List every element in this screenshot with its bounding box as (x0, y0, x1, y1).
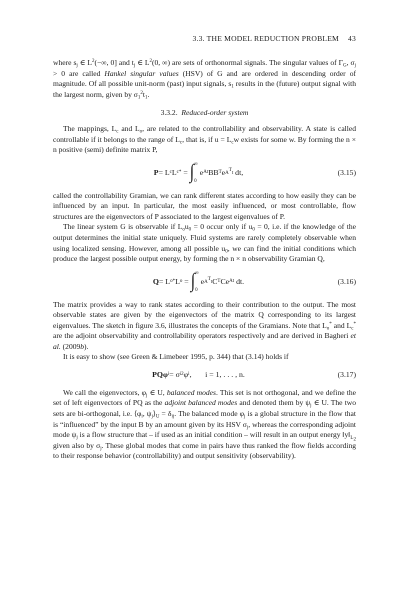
paragraph-balanced-modes: We call the eigenvectors, $\varphi_j$ ∈ U, balanced modes. This set is not orthogonal, and we define the set of left eigenvectors of PQ as the adjoint balanced modes and denoted them by $\psi_j$ ∈ U. The two sets are bi-orthogonal, i.e. $⟨\varphi_i$, $\psi_j⟩_U = \delta_{ij}$. The balanced mode $\varphi_j$ is a global structure in the flow that is “influenced” by the input B by an amount given by its HSV $\sigma_j$, whereas the corresponding adjoint mode $\psi_j$ is a flow structure that – if used as an initial condition – will result in an output energy $‖y‖_{L_2}$ given also by $\sigma_j$. These global modes that come in pairs have thus ranked the flow fields according to their response behavior (controllability) and output sensitivity (observability). (53, 387, 357, 461)
equation-3-17: PQφ i = σ i 2 φ i , i = 1, . . . , n. (3.17) (152, 370, 356, 380)
equation-3-15: P = L c L c * = ∫ ∞ 0 e At BB T e $A^Tt$ dt, (3.15) (153, 161, 356, 184)
running-header (53, 34, 356, 43)
paragraph-controllability: The mappings, $L_c$ and $L_o$, are related to the controllability and observability. A state is called controllable if it belongs to the range of $L_c$, that is, if $u = L_cw$ exists for some w. By forming the n × n positive (semi) definite matrix P, (53, 124, 356, 155)
paragraph-gramian: called the controllability Gramian, we can rank different states according to how easily they can be influenced by an input. In particular, the most easily influenced, or most controllable, flow structures are the eigenvectors of P associated to the largest eigenvalues of P. (53, 190, 356, 221)
paragraph-observable-states: The matrix provides a way to rank states according to their contribution to the output. The most observable states are given by the eigenvectors of the matrix Q corresponding to its largest eigenvalues. The sketch in figure 3.6, illustrates the concepts of the Gramians. Note that $L_o^*$ and $L_c^*$ are the adjoint observability and controllability operators respectively and are derived in Bagheri et al. (2009b). (53, 299, 357, 351)
paragraph-singular-values: where $s_j$ ∈ $L^2(-\infty$, 0] and $t_j$ ∈ $L^2(0$, ∞) are sets of orthonormal signals. The singular values of $\Gamma_G$, $\sigma_j > 0$ are called Hankel singular values (HSV) of G and are ordered in descending order of magnitude. Of all possible unit-norm (past) input signals, $s_1$ results in the (future) output signal with the largest norm, given by $\sigma_1^2t_1$. (53, 58, 357, 101)
header-section-title: 3.3. THE MODEL REDUCTION PROBLEM (192, 34, 339, 43)
subsection-number: 3.3.2. (160, 108, 178, 118)
paragraph-easy-to-show: It is easy to show (see Green & Limebeer 1995, p. 344) that (3.14) holds if (63, 352, 289, 362)
page-number: 43 (348, 34, 356, 43)
paragraph-observability: The linear system G is observable if $L_ou_0 = 0$ occur only if $u_0 = 0$, i.e. if the knowledge of the output determines the initial state uniquely. Fluid systems are rarely completely observable when using localized sensing. However, among all possible $u_0$, we can find the initial conditions which produce the largest possible output energy, by forming the n × n observability Gramian Q, (53, 222, 356, 264)
equation-number: (3.15) (337, 168, 356, 178)
page (53, 34, 356, 462)
integral-sign: ∫ ∞ 0 (190, 270, 199, 293)
equation-number: (3.16) (337, 277, 356, 287)
integral-sign: ∫ ∞ 0 (189, 161, 198, 184)
subsection-title: Reduced-order system (181, 108, 249, 118)
subsection-heading (53, 108, 356, 117)
equation-3-16: Q = L o * L o = ∫ ∞ 0 e $A^Tt$ C T Ce At dt. (3.16) (152, 270, 356, 293)
equation-number: (3.17) (337, 370, 356, 380)
